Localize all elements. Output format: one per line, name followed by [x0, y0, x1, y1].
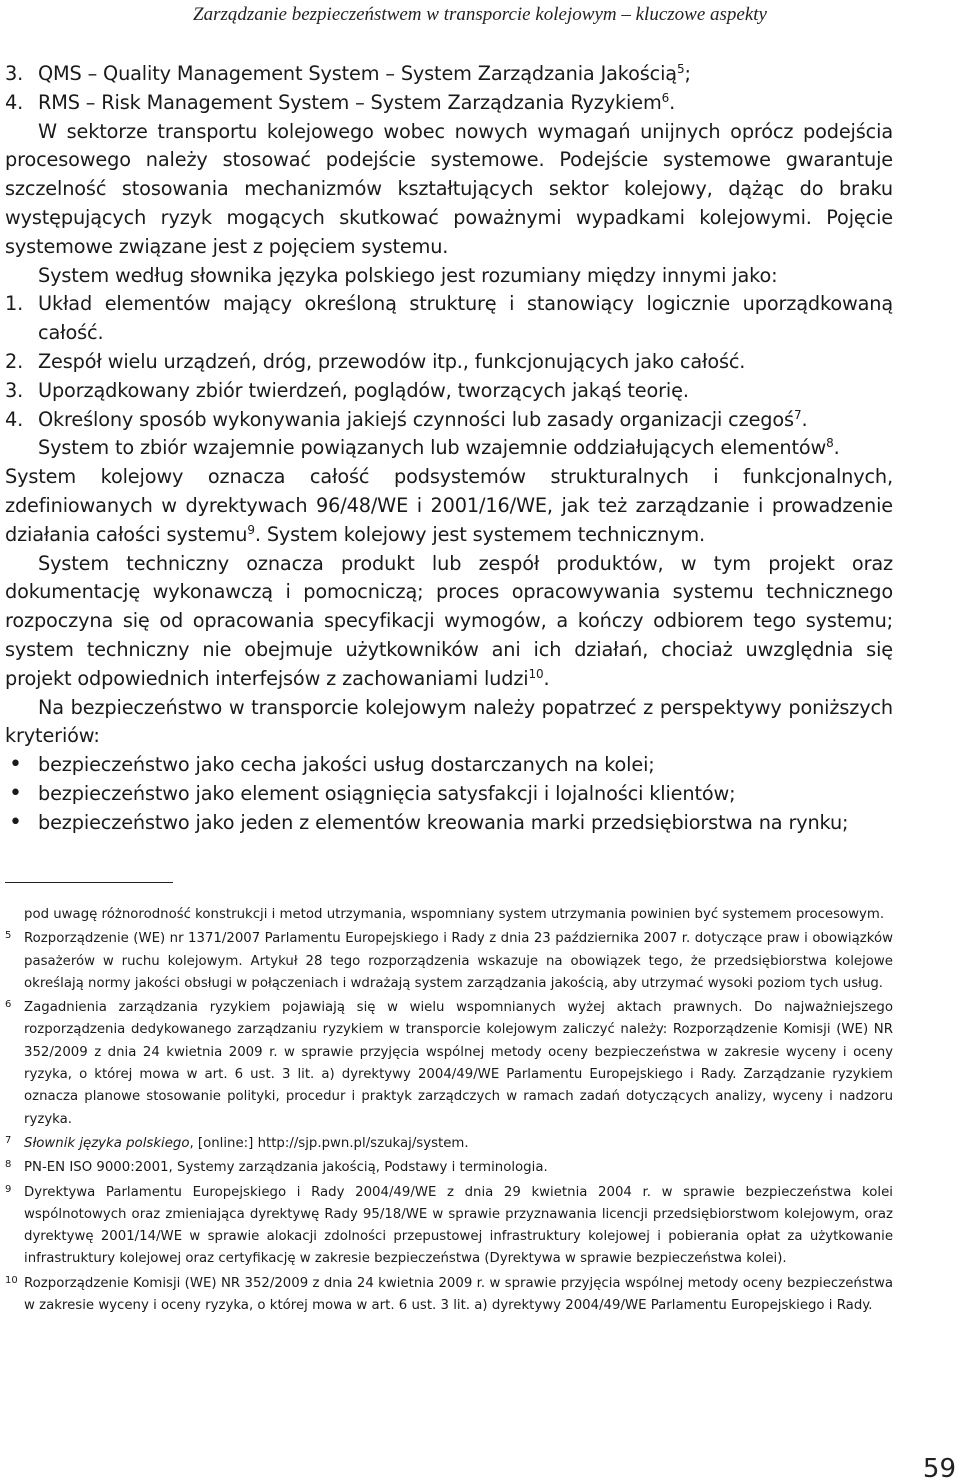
footnote-number: 9: [5, 1183, 12, 1195]
item-text: Zespół wielu urządzeń, dróg, przewodów itp., funkcjonujących jako całość.: [38, 349, 746, 373]
bullet-icon: •: [9, 780, 22, 806]
footnotes: [5, 904, 893, 1318]
footnote-number: 6: [5, 999, 12, 1011]
paragraph: W sektorze transportu kolejowego wobec nowych wymagań unijnych oprócz podejścia procesowego należy stosować podejście systemowe. Podejście systemowe gwarantuje szczelność stosowania mechanizmów kształtujących sektor kolejowy, dążąc do braku występujących ryzyk mogących skutkować poważnymi wypadkami kolejowymi. Pojęcie systemowe związane jest z pojęciem systemu.: [5, 119, 893, 258]
paragraph: System kolejowy oznacza całość podsystemów strukturalnych i funkcjonalnych, zdefiniowanych w dyrektywach 96/48/WE i 2001/16/WE, jak też zarządzanie i prowadzenie działania całości systemu$^9$. System kolejowy jest systemem technicznym.: [5, 465, 893, 546]
footnote: [5, 1157, 893, 1179]
main-text: [5, 60, 893, 838]
footnote: [5, 928, 893, 995]
item-text: Określony sposób wykonywania jakiejś czynności lub zasady organizacji czegoś$^7$.: [38, 407, 808, 431]
item-text: Uporządkowany zbiór twierdzeń, poglądów, tworzących jakąś teorię.: [38, 378, 689, 402]
item-number: 4.: [5, 90, 24, 114]
footnote: [5, 997, 893, 1131]
running-header: Zarządzanie bezpieczeństwem w transporcie kolejowym – kluczowe aspekty: [193, 4, 767, 25]
footnote-text: PN-EN ISO 9000:2001, Systemy zarządzania jakością, Podstawy i terminologia.: [24, 1160, 548, 1176]
page-number: 59: [922, 1454, 956, 1484]
paragraph: Na bezpieczeństwo w transporcie kolejowym należy popatrzeć z perspektywy poniższych kryteriów:: [5, 695, 893, 748]
footnote-ref[interactable]: 8: [826, 436, 834, 451]
footnote-text: Słownik języka polskiego, [online:] http://sjp.pwn.pl/szukaj/system.: [24, 1135, 469, 1151]
list-item: [5, 89, 893, 118]
footnote-ref[interactable]: 6: [661, 90, 670, 105]
bullet-item: [5, 780, 893, 809]
item-text: QMS – Quality Management System – System Zarządzania Jakością$^5$;: [38, 62, 691, 85]
footnote: [5, 904, 893, 926]
item-number: 3.: [5, 378, 24, 402]
bullet-item: [5, 751, 893, 780]
bullet-text: bezpieczeństwo jako jeden z elementów kreowania marki przedsiębiorstwa na rynku;: [38, 810, 849, 834]
item-text: Układ elementów mający określoną strukturę i stanowiący logicznie uporządkowaną całość.: [38, 292, 893, 345]
paragraph: System to zbiór wzajemnie powiązanych lub wzajemnie oddziałujących elementów$^8$.: [38, 436, 840, 460]
footnote: [5, 1182, 893, 1271]
item-number: 4.: [5, 407, 24, 431]
bullet-icon: •: [9, 752, 22, 778]
list-item: [5, 406, 893, 435]
item-number: 2.: [5, 349, 24, 373]
paragraph: System techniczny oznacza produkt lub zespół produktów, w tym projekt oraz dokumentację wykonawczą i pomocniczą; proces opracowywania systemu technicznego rozpoczyna się od opracowania specyfikacji wymogów, a kończy odbiorem tego systemu; system techniczny nie obejmuje użytkowników ani ich działań, chociaż uwzględnia się projekt odpowiednich interfejsów z zachowaniami ludzi$^{10}$.: [5, 551, 893, 690]
footnote-text: Zagadnienia zarządzania ryzykiem pojawiają się w wielu wspomnianych wyżej aktach prawnych. Do najważniejszego rozporządzenia dedykowanego zarządzaniu ryzykiem w transporcie kolejowym zaliczyć należy: Rozporządzenie Komisji (WE) NR 352/2009 z dnia 24 kwietnia 2009 r. w sprawie przyjęcia wspólnej metody oceny bezpieczeństwa w zakresie wyceny i oceny ryzyka, o której mowa w art. 6 ust. 3 lit. a) dyrektywy 2004/49/WE Parlamentu Europejskiego i Rady. Zarządzanie ryzykiem oznacza planowe stosowanie polityki, procedur i praktyk zarządczych w ramach zadań dotyczących analizy, wyceny i nadzoru ryzyka.: [24, 1000, 893, 1127]
bullet-text: bezpieczeństwo jako cecha jakości usług dostarczanych na kolei;: [38, 753, 655, 777]
footnote: [5, 1133, 893, 1155]
footnote-text: Rozporządzenie Komisji (WE) NR 352/2009 z dnia 24 kwietnia 2009 r. w sprawie przyjęcia wspólnej metody oceny bezpieczeństwa w zakresie wyceny i oceny ryzyka, o której mowa w art. 6 ust. 3 lit. a) dyrektywy 2004/49/WE Parlamentu Europejskiego i Rady.: [24, 1275, 893, 1314]
footnote-text: pod uwagę różnorodność konstrukcji i metod utrzymania, wspomniany system utrzymania powinien być systemem procesowym.: [24, 907, 885, 922]
footnote-ref[interactable]: 5: [676, 62, 685, 76]
item-number: 1.: [5, 292, 24, 316]
footnote-ref[interactable]: 7: [793, 407, 802, 422]
footnote-text: Rozporządzenie (WE) nr 1371/2007 Parlamentu Europejskiego i Rady z dnia 23 października 2007 r. dotyczące praw i obowiązków pasażerów w ruchu kolejowym. Artykuł 28 tego rozporządzenia wskazuje na obowiązek tego, że przedsiębiorstwa kolejowe określają normy jakości obsługi w połączeniach i wdrażają system zarządzania jakością, aby utrzymać wysoki poziom tych usług.: [24, 931, 893, 991]
footnote-ref[interactable]: 10: [528, 666, 544, 681]
list-item: [5, 377, 893, 406]
paragraph: System według słownika języka polskiego jest rozumiany między innymi jako:: [38, 263, 778, 287]
footnote-number: 7: [5, 1134, 12, 1146]
list-item: [5, 60, 893, 89]
footnote-number: 5: [5, 930, 12, 942]
footnote-divider: [5, 882, 173, 883]
footnote-ref[interactable]: 9: [247, 522, 255, 537]
footnote-number: [5, 904, 24, 926]
list-item: [5, 348, 893, 377]
item-text: RMS – Risk Management System – System Zarządzania Ryzykiem$^6$.: [38, 90, 676, 114]
footnote-number: 10: [5, 1274, 18, 1286]
footnote-text: Dyrektywa Parlamentu Europejskiego i Rady 2004/49/WE z dnia 29 kwietnia 2004 r. w sprawie bezpieczeństwa kolei wspólnotowych oraz zmieniająca dyrektywę Rady 95/18/WE w sprawie przyznawania licencji przedsiębiorstwom kolejowym, oraz dyrektywę 2001/14/WE w sprawie alokacji zdolności przepustowej infrastruktury kolejowej i pobierania opłat za użytkowanie infrastruktury kolejowej oraz certyfikację w zakresie bezpieczeństwa (Dyrektywa w sprawie bezpieczeństwa kolei).: [24, 1184, 893, 1267]
footnote-number: 8: [5, 1159, 12, 1171]
bullet-text: bezpieczeństwo jako element osiągnięcia satysfakcji i lojalności klientów;: [38, 781, 736, 805]
item-number: 3.: [5, 62, 24, 85]
bullet-icon: •: [9, 809, 22, 835]
list-item: [5, 290, 893, 348]
footnote: [5, 1273, 893, 1318]
bullet-item: [5, 809, 893, 838]
